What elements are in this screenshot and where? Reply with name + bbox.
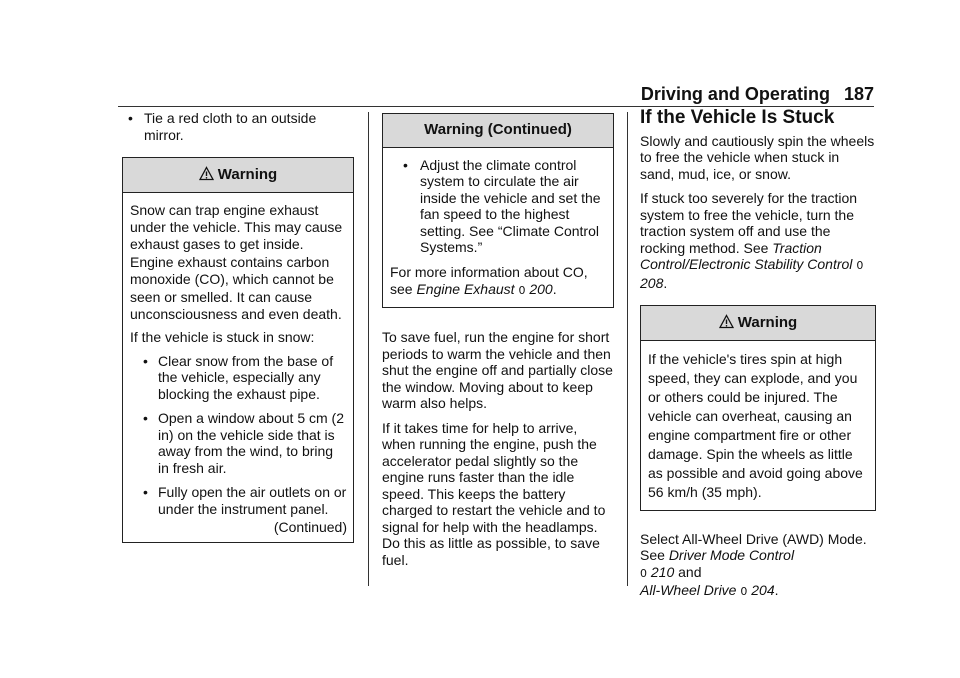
list-item-text: Tie a red cloth to an outside mirror. <box>144 110 317 143</box>
warning-paragraph: If the vehicle's tires spin at high speed, they can explode, and you or others could be injured. The vehicle can overheat, causing an engine compartment fire or other damage. Spin the wheels as little as possible and avoid going above 56 km/h (35 mph). <box>648 350 863 500</box>
list-item-text: Adjust the climate control system to circulate the air inside the vehicle and set the fan speed to the highest setting. See “Climate Control Systems.” <box>420 156 601 255</box>
bullet-mark: • <box>143 410 148 427</box>
bullet-mark: • <box>143 352 148 369</box>
page-ref-number[interactable]: 208 <box>640 274 664 291</box>
page-ref-icon: 0 <box>518 283 526 297</box>
page-header <box>641 84 874 105</box>
warning-title: Warning <box>217 166 278 183</box>
paragraph-text: Select All-Wheel Drive (AWD) Mode. See <box>640 530 867 563</box>
page-ref-icon: 0 <box>856 259 864 272</box>
paragraph <box>640 531 876 601</box>
page-ref-number[interactable]: 200 <box>529 280 553 297</box>
warning-header <box>123 158 353 193</box>
section-heading: If the Vehicle Is Stuck <box>640 107 835 128</box>
column-2 <box>382 110 614 576</box>
period: . <box>552 280 557 297</box>
page-ref-icon: 0 <box>740 585 748 598</box>
page-ref-number[interactable]: 210 <box>650 563 675 580</box>
page-number: 187 <box>843 84 874 104</box>
paragraph: Slowly and cautiously spin the wheels to free the vehicle when stuck in sand, mud, ice, or snow. <box>640 132 875 182</box>
list-item <box>130 484 347 517</box>
bullet-mark: • <box>143 484 148 501</box>
bullet-mark: • <box>403 156 408 173</box>
paragraph: To save fuel, run the engine for short periods to warm the vehicle and then shut the engine off and partially close the window. Moving about to keep warm also helps. <box>382 329 613 412</box>
list-item <box>390 157 607 256</box>
all-wheel-drive-link[interactable]: All-Wheel Drive <box>640 582 737 598</box>
warning-header: Warning (Continued) <box>383 114 613 148</box>
column-divider-1 <box>368 112 369 586</box>
engine-exhaust-link[interactable]: Engine Exhaust <box>416 280 515 297</box>
warning-paragraph: Snow can trap engine exhaust under the vehicle. This may cause exhaust gases to get inside. Engine exhaust contains carbon monoxide (CO), which cannot be seen or smelled. It can cause unconsciousness and even death. <box>130 201 343 322</box>
paragraph-text: If stuck too severely for the traction system to free the vehicle, turn the traction system off and use the rocking method. See <box>640 190 858 256</box>
warning-header <box>641 306 875 341</box>
column-1 <box>122 110 354 543</box>
period: . <box>774 582 779 598</box>
period: . <box>663 274 668 291</box>
warning-box-tires <box>640 305 876 511</box>
list-item <box>130 353 347 403</box>
column-3 <box>640 107 876 609</box>
warning-box-exhaust <box>122 157 354 543</box>
list-item <box>122 110 354 143</box>
list-item-text: Open a window about 5 cm (2 in) on the vehicle side that is away from the wind, to bring in fresh air. <box>158 410 344 476</box>
warning-body <box>383 148 613 308</box>
warning-paragraph <box>390 264 607 300</box>
conjunction: and <box>678 563 702 580</box>
info-text: For more information about CO, see <box>390 263 588 297</box>
warning-title: Warning <box>737 314 798 331</box>
warning-body <box>641 341 875 510</box>
section-title: Driving and Operating <box>640 84 830 104</box>
page-ref-icon: 0 <box>640 566 647 580</box>
list-item <box>130 410 347 476</box>
list-item-text: Clear snow from the base of the vehicle, especially any blocking the exhaust pipe. <box>158 352 334 402</box>
continued-label: (Continued) <box>273 519 347 536</box>
warning-paragraph: If the vehicle is stuck in snow: <box>130 329 315 346</box>
warning-triangle-icon <box>719 314 734 329</box>
bullet-mark: • <box>128 110 133 126</box>
page-ref-number[interactable]: 204 <box>751 582 775 598</box>
warning-body <box>123 193 353 542</box>
column-divider-2 <box>627 112 628 586</box>
list-item-text: Fully open the air outlets on or under the instrument panel. <box>158 484 347 517</box>
warning-triangle-icon <box>199 166 214 181</box>
driver-mode-control-link[interactable]: Driver Mode Control <box>668 547 795 563</box>
paragraph <box>640 190 876 291</box>
warning-box-continued <box>382 113 614 308</box>
paragraph: If it takes time for help to arrive, when running the engine, push the accelerator pedal slightly so the engine runs faster than the idle speed. This keeps the battery charged to restart the vehicle and to signal for help with the headlamps. Do this as little as possible, to save fuel. <box>382 419 606 568</box>
traction-control-link[interactable]: Traction Control/Electronic Stability Control <box>640 239 853 272</box>
